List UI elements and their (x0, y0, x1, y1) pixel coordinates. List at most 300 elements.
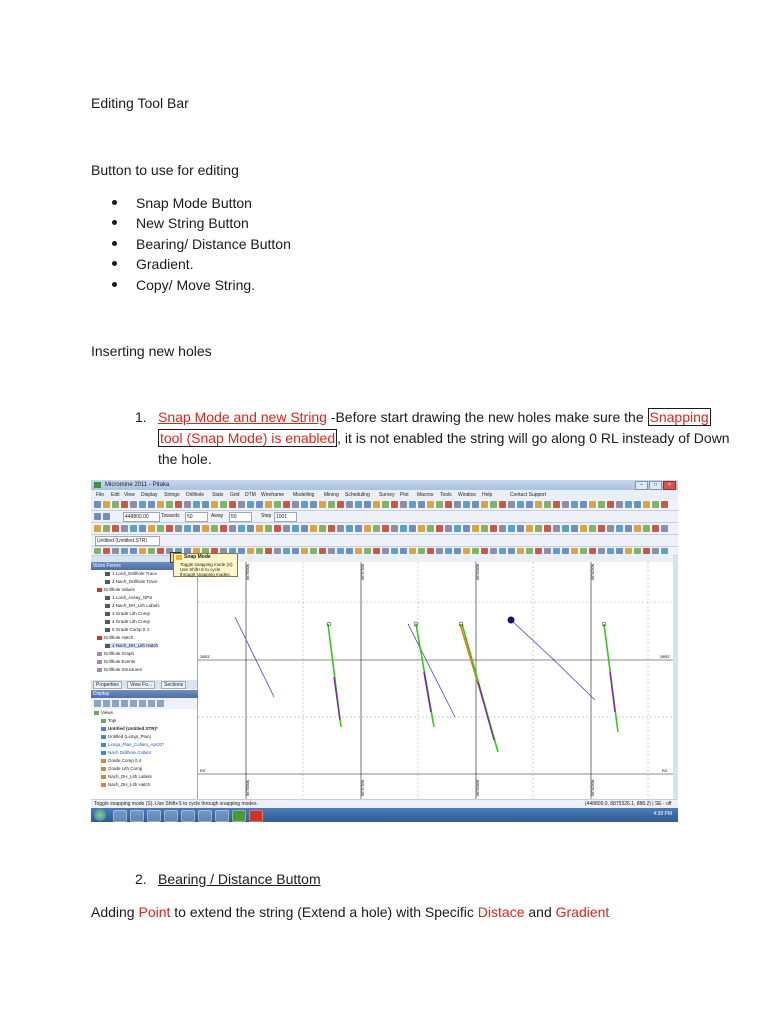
toolbar-tool-icon[interactable] (355, 501, 362, 508)
toolbar-tool-icon[interactable] (427, 525, 434, 532)
toolbar-tool-icon[interactable] (148, 501, 155, 508)
nav-icon[interactable] (103, 513, 110, 520)
toolbar-tool-icon[interactable] (112, 548, 119, 554)
toolbar-tool-icon[interactable] (157, 501, 164, 508)
toolbar-tool-icon[interactable] (571, 548, 578, 554)
toolbar-tool-icon[interactable] (445, 548, 452, 554)
towards-field[interactable]: 50 (185, 512, 208, 522)
toolbar-tool-icon[interactable] (409, 548, 416, 554)
toolbar-tool-icon[interactable] (472, 525, 479, 532)
toolbar-tool-icon[interactable] (130, 525, 137, 532)
tree-item[interactable]: Drillhole Values (97, 587, 135, 592)
toolbar-tool-icon[interactable] (229, 525, 236, 532)
toolbar-tool-icon[interactable] (337, 501, 344, 508)
display-item[interactable]: Nach_DH_Lith Hatch (101, 782, 150, 787)
taskbar-app-icon[interactable] (198, 810, 212, 822)
display-title: Display (91, 690, 199, 698)
display-item[interactable]: Untitled (Untitled.STR)* (101, 726, 158, 731)
toolbar-tool-icon[interactable] (238, 548, 245, 554)
toolbar-tool-icon[interactable] (211, 501, 218, 508)
toolbar-tool-icon[interactable] (652, 501, 659, 508)
toolbar-tool-icon[interactable] (319, 501, 326, 508)
toolbar-tool-icon[interactable] (337, 525, 344, 532)
toolbar-tool-icon[interactable] (553, 501, 560, 508)
svg-text:·: · (321, 659, 322, 663)
menu-item[interactable]: File (96, 492, 105, 498)
step-field[interactable]: 1001 (274, 512, 297, 522)
toolbar-tool-icon[interactable] (517, 525, 524, 532)
toolbar-tool-icon[interactable] (220, 501, 227, 508)
tooltip-title: Snap Mode (184, 554, 211, 560)
toolbar-tool-icon[interactable] (274, 525, 281, 532)
toolbar-tool-icon[interactable] (418, 501, 425, 508)
menu-item[interactable]: Strings (164, 492, 180, 498)
display-tool-icon[interactable] (103, 700, 110, 707)
grid-label-side: RZ (662, 768, 668, 773)
toolbar-tool-icon[interactable] (607, 501, 614, 508)
toolbar-tool-icon[interactable] (454, 525, 461, 532)
menu-item[interactable]: Drillhole (186, 492, 205, 498)
menu-item[interactable]: Plot (400, 492, 409, 498)
toolbar-tool-icon[interactable] (661, 501, 668, 508)
taskbar-app-icon[interactable] (215, 810, 229, 822)
toolbar-tool-icon[interactable] (472, 501, 479, 508)
toolbar-tool-icon[interactable] (94, 501, 101, 508)
menu-item[interactable]: Modelling (293, 492, 315, 498)
toolbar-tool-icon[interactable] (598, 501, 605, 508)
toolbar-tool-icon[interactable] (364, 548, 371, 554)
toolbar-tool-icon[interactable] (562, 525, 569, 532)
toolbar-tool-icon[interactable] (373, 548, 380, 554)
tab-sections[interactable]: Sections (161, 681, 186, 689)
toolbar-tool-icon[interactable] (445, 501, 452, 508)
tab-properties[interactable]: Properties (93, 681, 122, 689)
tab-view-forms[interactable]: View Fo... (127, 681, 155, 689)
toolbar-tool-icon[interactable] (499, 548, 506, 554)
toolbar-tool-icon[interactable] (265, 548, 272, 554)
toolbar-tool-icon[interactable] (319, 525, 326, 532)
minimize-icon[interactable]: – (635, 481, 648, 490)
toolbar-tool-icon[interactable] (193, 501, 200, 508)
toolbar-tool-icon[interactable] (580, 501, 587, 508)
toolbar-tool-icon[interactable] (256, 548, 263, 554)
toolbar-tool-icon[interactable] (175, 501, 182, 508)
toolbar-tool-icon[interactable] (301, 501, 308, 508)
toolbar-tool-icon[interactable] (103, 501, 110, 508)
toolbar-tool-icon[interactable] (184, 525, 191, 532)
toolbar-tool-icon[interactable] (382, 525, 389, 532)
bullet-icon (112, 241, 117, 246)
svg-text:·: · (456, 659, 457, 663)
toolbar-tool-icon[interactable] (346, 548, 353, 554)
toolbar-tool-icon[interactable] (265, 525, 272, 532)
taskbar-app-icon[interactable] (181, 810, 195, 822)
display-item[interactable]: Topi (101, 718, 116, 723)
toolbar-tool-icon[interactable] (463, 501, 470, 508)
toolbar-tool-icon[interactable] (517, 501, 524, 508)
toolbar-tool-icon[interactable] (292, 548, 299, 554)
toolbar-tool-icon[interactable] (229, 501, 236, 508)
toolbar-tool-icon[interactable] (238, 501, 245, 508)
toolbar-tool-icon[interactable] (157, 525, 164, 532)
toolbar-tool-icon[interactable] (247, 501, 254, 508)
menu-item[interactable]: Edit (111, 492, 120, 498)
display-tool-icon[interactable] (139, 700, 146, 707)
menu-item[interactable]: View (124, 492, 135, 498)
toolbar-tool-icon[interactable] (562, 501, 569, 508)
display-tool-icon[interactable] (121, 700, 128, 707)
toolbar-tool-icon[interactable] (616, 501, 623, 508)
toolbar-tool-icon[interactable] (544, 501, 551, 508)
toolbar-tool-icon[interactable] (292, 525, 299, 532)
taskbar-app-icon[interactable] (130, 810, 144, 822)
toolbar-tool-icon[interactable] (571, 525, 578, 532)
toolbar-tool-icon[interactable] (481, 525, 488, 532)
item2-number: 2. (135, 871, 147, 887)
new-string-line (408, 624, 455, 717)
toolbar-tool-icon[interactable] (517, 548, 524, 554)
svg-text:·: · (322, 639, 323, 643)
taskbar-app-icon[interactable] (232, 810, 246, 822)
tree-item[interactable]: 1 Lordi_Drillhole Trace (105, 571, 157, 576)
taskbar-app-icon[interactable] (164, 810, 178, 822)
taskbar-app-icon[interactable] (249, 810, 263, 822)
toolbar-tool-icon[interactable] (121, 525, 128, 532)
grid-label-bottom: 8876000N (476, 779, 480, 796)
tree-item[interactable]: Drillhole Graph (97, 651, 134, 656)
new-string-line (235, 617, 274, 697)
toolbar-tool-icon[interactable] (535, 548, 542, 554)
menu-item[interactable]: Wireframe (261, 492, 285, 498)
toolbar-tool-icon[interactable] (256, 501, 263, 508)
towards-label: Towards (161, 513, 180, 519)
toolbar-tool-icon[interactable] (139, 548, 146, 554)
menu-item[interactable]: Mining (324, 492, 339, 498)
toolbar-tool-icon[interactable] (625, 548, 632, 554)
toolbar-tool-icon[interactable] (373, 501, 380, 508)
toolbar-tool-icon[interactable] (103, 525, 110, 532)
toolbar-tool-icon[interactable] (364, 525, 371, 532)
tree-item[interactable]: 4 Grade Lith Comp (105, 619, 150, 624)
taskbar-app-icon[interactable] (147, 810, 161, 822)
toolbar-tool-icon[interactable] (346, 501, 353, 508)
toolbar-tool-icon[interactable] (337, 548, 344, 554)
toolbar-tool-icon[interactable] (346, 525, 353, 532)
tree-item[interactable]: 5 Grade Comp 0.4 (105, 627, 149, 632)
toolbar-tool-icon[interactable] (481, 501, 488, 508)
nav-icon[interactable] (94, 513, 101, 520)
string-file-field[interactable]: Untitled (Untitled.STR) (95, 536, 160, 546)
toolbar-tool-icon[interactable] (436, 548, 443, 554)
toolbar-tool-icon[interactable] (211, 525, 218, 532)
toolbar-tool-icon[interactable] (535, 525, 542, 532)
toolbar-tool-icon[interactable] (274, 501, 281, 508)
adding-and: and (524, 904, 556, 920)
toolbar-tool-icon[interactable] (409, 501, 416, 508)
toolbar-tool-icon[interactable] (472, 548, 479, 554)
toolbar-tool-icon[interactable] (562, 548, 569, 554)
toolbar-tool-icon[interactable] (589, 548, 596, 554)
toolbar-tool-icon[interactable] (256, 525, 263, 532)
display-toolbar (91, 698, 197, 709)
toolbar-tool-icon[interactable] (184, 501, 191, 508)
toolbar-tool-icon[interactable] (490, 548, 497, 554)
heading-inserting-new-holes: Inserting new holes (91, 343, 212, 359)
grid-label-top: 8875550N (246, 563, 250, 580)
toolbar-tool-icon[interactable] (310, 525, 317, 532)
toolbar-tool-icon[interactable] (661, 525, 668, 532)
toolbar-tool-icon[interactable] (418, 548, 425, 554)
item1-boxed-b: tool (Snap Mode) is enabled (160, 430, 336, 446)
toolbar-tool-icon[interactable] (508, 501, 515, 508)
toolbar-tool-icon[interactable] (634, 548, 641, 554)
toolbar-tool-icon[interactable] (364, 501, 371, 508)
menu-item[interactable]: Window (458, 492, 476, 498)
toolbar-tool-icon[interactable] (166, 525, 173, 532)
adding-point-word: Point (138, 904, 171, 920)
toolbar-tool-icon[interactable] (661, 548, 668, 554)
adding-text-a: Adding (91, 904, 139, 920)
toolbar-tool-icon[interactable] (526, 548, 533, 554)
toolbar-tool-icon[interactable] (409, 525, 416, 532)
toolbar-tool-icon[interactable] (580, 525, 587, 532)
item1-boxed-a: Snapping (649, 409, 709, 425)
display-tool-icon[interactable] (112, 700, 119, 707)
toolbar-tool-icon[interactable] (283, 548, 290, 554)
toolbar-tool-icon[interactable] (643, 525, 650, 532)
close-icon[interactable]: × (663, 481, 676, 490)
grid-label-top: 8875750N (361, 563, 365, 580)
toolbar-tool-icon[interactable] (148, 548, 155, 554)
toolbar-tool-icon[interactable] (391, 525, 398, 532)
toolbar-tool-icon[interactable] (553, 525, 560, 532)
toolbar-tool-icon[interactable] (292, 501, 299, 508)
toolbar-tool-icon[interactable] (355, 525, 362, 532)
toolbar-tool-icon[interactable] (112, 501, 119, 508)
toolbar-tool-icon[interactable] (94, 548, 101, 554)
svg-text:·: · (453, 639, 454, 643)
toolbar-tool-icon[interactable] (328, 501, 335, 508)
toolbar-tool-icon[interactable] (571, 501, 578, 508)
toolbar-tool-icon[interactable] (139, 501, 146, 508)
toolbar-tool-icon[interactable] (589, 501, 596, 508)
toolbar-tool-icon[interactable] (355, 548, 362, 554)
toolbar-tool-icon[interactable] (103, 548, 110, 554)
toolbar-tool-icon[interactable] (175, 525, 182, 532)
toolbar-tool-icon[interactable] (580, 548, 587, 554)
toolbar-tool-icon[interactable] (301, 548, 308, 554)
snap-icon (176, 555, 182, 560)
toolbar-tool-icon[interactable] (634, 525, 641, 532)
menu-item[interactable]: Help (482, 492, 493, 498)
toolbar-tool-icon[interactable] (625, 501, 632, 508)
toolbar-tool-icon[interactable] (643, 548, 650, 554)
toolbar-tool-icon[interactable] (481, 548, 488, 554)
toolbar-tool-icon[interactable] (400, 501, 407, 508)
svg-text:·: · (322, 684, 323, 688)
toolbar-tool-icon[interactable] (238, 525, 245, 532)
menu-item[interactable]: Survey (379, 492, 395, 498)
display-item[interactable]: Views (94, 710, 113, 715)
toolbar-tool-icon[interactable] (391, 548, 398, 554)
grid-label-side: 28RZ (200, 654, 210, 659)
toolbar-tool-icon[interactable] (139, 525, 146, 532)
toolbar-tool-icon[interactable] (490, 525, 497, 532)
toolbar-tool-icon[interactable] (166, 501, 173, 508)
tree-item[interactable]: Drillhole Structures (97, 667, 142, 672)
toolbar-tool-icon[interactable] (589, 525, 596, 532)
menu-item[interactable]: Display (141, 492, 158, 498)
menu-item[interactable]: Scheduling (345, 492, 370, 498)
toolbar-row-4 (91, 535, 678, 547)
toolbar-tool-icon[interactable] (247, 548, 254, 554)
toolbar-tool-icon[interactable] (625, 525, 632, 532)
toolbar-tool-icon[interactable] (391, 501, 398, 508)
svg-text:·: · (466, 684, 467, 688)
display-tool-icon[interactable] (157, 700, 164, 707)
start-button-icon[interactable] (94, 809, 106, 821)
toolbar-tool-icon[interactable] (463, 548, 470, 554)
toolbar-tool-icon[interactable] (301, 525, 308, 532)
toolbar-tool-icon[interactable] (382, 501, 389, 508)
micromine-screenshot (91, 480, 678, 822)
toolbar-tool-icon[interactable] (445, 525, 452, 532)
toolbar-tool-icon[interactable] (427, 548, 434, 554)
away-field[interactable]: 50 (229, 512, 252, 522)
svg-text:·: · (598, 639, 599, 643)
tree-item[interactable]: Drillhole Events (97, 659, 135, 664)
toolbar-tool-icon[interactable] (265, 501, 272, 508)
toolbar-tool-icon[interactable] (400, 525, 407, 532)
toolbar-tool-icon[interactable] (220, 525, 227, 532)
display-item[interactable]: Lionja_Plan_Collars_Apr22* (101, 742, 164, 747)
toolbar-tool-icon[interactable] (436, 525, 443, 532)
vizex-canvas[interactable] (198, 562, 673, 800)
toolbar-tool-icon[interactable] (202, 525, 209, 532)
menu-item[interactable]: DTM (245, 492, 256, 498)
toolbar-tool-icon[interactable] (130, 501, 137, 508)
toolbar-tool-icon[interactable] (328, 525, 335, 532)
display-tool-icon[interactable] (148, 700, 155, 707)
toolbar-tool-icon[interactable] (427, 501, 434, 508)
display-item[interactable]: Untitled (Lionja_Plan) (101, 734, 151, 739)
toolbar-tool-icon[interactable] (616, 548, 623, 554)
toolbar-tool-icon[interactable] (148, 525, 155, 532)
toolbar-tool-icon[interactable] (607, 548, 614, 554)
toolbar-tool-icon[interactable] (310, 501, 317, 508)
toolbar-tool-icon[interactable] (247, 525, 254, 532)
toolbar-tool-icon[interactable] (454, 548, 461, 554)
toolbar-tool-icon[interactable] (535, 501, 542, 508)
toolbar-tool-icon[interactable] (328, 548, 335, 554)
tree-item[interactable]: 1 Nach_DH_Lith Hatch (105, 643, 158, 648)
tree-item[interactable]: 2 Nach_Drillhole Trace (105, 579, 158, 584)
vizex-tabstrip (198, 555, 673, 562)
toolbar-tool-icon[interactable] (112, 525, 119, 532)
toolbar-tool-icon[interactable] (499, 501, 506, 508)
taskbar-app-icon[interactable] (113, 810, 127, 822)
toolbar-tool-icon[interactable] (382, 548, 389, 554)
new-string-point (508, 617, 515, 624)
toolbar-tool-icon[interactable] (202, 501, 209, 508)
toolbar-tool-icon[interactable] (643, 501, 650, 508)
toolbar-tool-icon[interactable] (373, 525, 380, 532)
toolbar-tool-icon[interactable] (616, 525, 623, 532)
display-item[interactable]: Grade Comp 0.4 (101, 758, 141, 763)
vizex-forms-title: Vizex Forms (91, 562, 199, 570)
display-tool-icon[interactable] (94, 700, 101, 707)
toolbar-tool-icon[interactable] (283, 501, 290, 508)
tree-item[interactable]: 2 Nach_DH_Lith Labels (105, 603, 160, 608)
toolbar-tool-icon[interactable] (499, 525, 506, 532)
toolbar-tool-icon[interactable] (508, 548, 515, 554)
toolbar-tool-icon[interactable] (310, 548, 317, 554)
toolbar-tool-icon[interactable] (544, 525, 551, 532)
toolbar-tool-icon[interactable] (526, 525, 533, 532)
toolbar-tool-icon[interactable] (598, 548, 605, 554)
menu-item[interactable]: Macros (417, 492, 434, 498)
toolbar-tool-icon[interactable] (553, 548, 560, 554)
menu-item[interactable]: Stats (212, 492, 224, 498)
toolbar-tool-icon[interactable] (121, 501, 128, 508)
toolbar-tool-icon[interactable] (526, 501, 533, 508)
drillhole-1 (414, 622, 434, 727)
display-tool-icon[interactable] (130, 700, 137, 707)
toolbar-tool-icon[interactable] (652, 525, 659, 532)
grid-label-bottom: 8875750N (361, 779, 365, 796)
menu-item[interactable]: Grid (230, 492, 240, 498)
toolbar-tool-icon[interactable] (634, 501, 641, 508)
toolbar-tool-icon[interactable] (454, 501, 461, 508)
toolbar-tool-icon[interactable] (418, 525, 425, 532)
toolbar-tool-icon[interactable] (652, 548, 659, 554)
toolbar-tool-icon[interactable] (319, 548, 326, 554)
display-item[interactable]: Grade Lith Comp (101, 766, 142, 771)
toolbar-tool-icon[interactable] (508, 525, 515, 532)
toolbar-tool-icon[interactable] (121, 548, 128, 554)
toolbar-tool-icon[interactable] (130, 548, 137, 554)
toolbar-tool-icon[interactable] (94, 525, 101, 532)
item1-number: 1. (135, 409, 147, 425)
toolbar-tool-icon[interactable] (463, 525, 470, 532)
window-titlebar (91, 480, 678, 490)
coord-field[interactable]: 448800.00 (123, 512, 160, 522)
toolbar-tool-icon[interactable] (157, 548, 164, 554)
display-item[interactable]: Nach Drillhole Collars (101, 750, 151, 755)
display-item[interactable]: Nach_DH_Lith Labels (101, 774, 152, 779)
tree-item[interactable]: Drillhole Hatch (97, 635, 133, 640)
toolbar-tool-icon[interactable] (436, 501, 443, 508)
tree-item[interactable]: 3 Grade Lith Comp (105, 611, 150, 616)
menu-item[interactable]: Tools (440, 492, 452, 498)
taskbar-clock: 4:38 PM (653, 811, 672, 817)
toolbar-tool-icon[interactable] (400, 548, 407, 554)
toolbar-row-2 (91, 511, 678, 523)
menu-item[interactable]: Contact Support (510, 492, 547, 498)
toolbar-tool-icon[interactable] (193, 525, 200, 532)
grid-label-top: 8876000N (476, 563, 480, 580)
windows-taskbar (91, 808, 678, 822)
toolbar-tool-icon[interactable] (598, 525, 605, 532)
menu-bar (91, 490, 678, 499)
toolbar-tool-icon[interactable] (544, 548, 551, 554)
maximize-icon[interactable]: □ (649, 481, 662, 490)
toolbar-tool-icon[interactable] (283, 525, 290, 532)
tree-item[interactable]: 1 Lordi_Assay_NPS (105, 595, 152, 600)
toolbar-tool-icon[interactable] (274, 548, 281, 554)
toolbar-tool-icon[interactable] (607, 525, 614, 532)
toolbar-tool-icon[interactable] (490, 501, 497, 508)
